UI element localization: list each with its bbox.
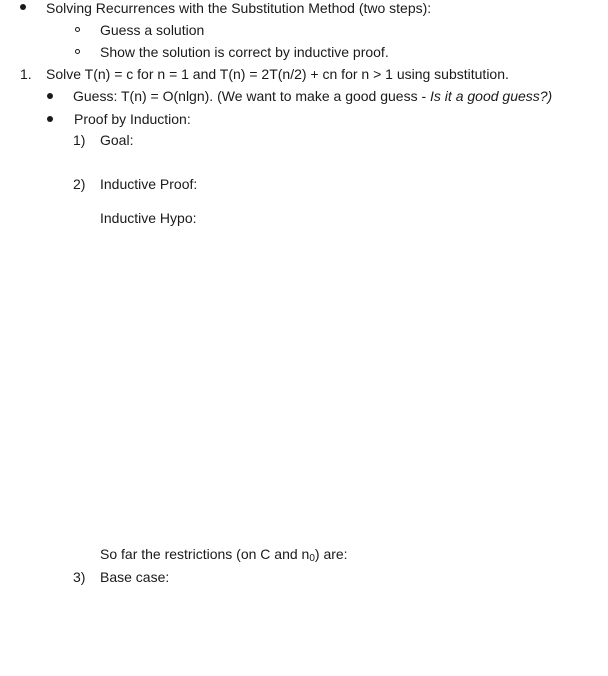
step-guess: Guess a solution (100, 22, 205, 38)
top-bullet-text: Solving Recurrences with the Substitution Method (two steps): (46, 0, 432, 16)
problem-number: 1. (20, 66, 32, 82)
item1-number: 1) (73, 132, 86, 148)
base-case-label: Base case: (100, 569, 170, 585)
restrictions-line (100, 545, 348, 568)
goal-label: Goal: (100, 132, 134, 148)
inductive-proof-label: Inductive Proof: (100, 176, 198, 192)
restrictions-suffix: ) are: (314, 546, 348, 562)
restrictions-subscript: 0 (309, 553, 315, 564)
guess-line (73, 87, 552, 105)
item3-number: 3) (73, 569, 86, 585)
bullet-dot-icon (47, 93, 53, 99)
guess-question: Is it a good guess?) (430, 88, 553, 104)
problem-statement: Solve T(n) = c for n = 1 and T(n) = 2T(n/2) + cn for n > 1 using substitution. (46, 66, 509, 82)
item2-number: 2) (73, 176, 86, 192)
bullet-dot-icon (47, 116, 53, 122)
bullet-circle-icon (75, 49, 80, 54)
step-proof: Show the solution is correct by inductive proof. (100, 44, 389, 60)
inductive-hypo-label: Inductive Hypo: (100, 210, 197, 226)
proof-label: Proof by Induction: (74, 111, 191, 127)
bullet-circle-icon (75, 27, 80, 32)
bullet-dot-icon (20, 4, 26, 10)
guess-text: Guess: T(n) = O(nlgn). (We want to make a good guess - (73, 88, 431, 104)
restrictions-text: So far the restrictions (on C and n (100, 546, 310, 562)
